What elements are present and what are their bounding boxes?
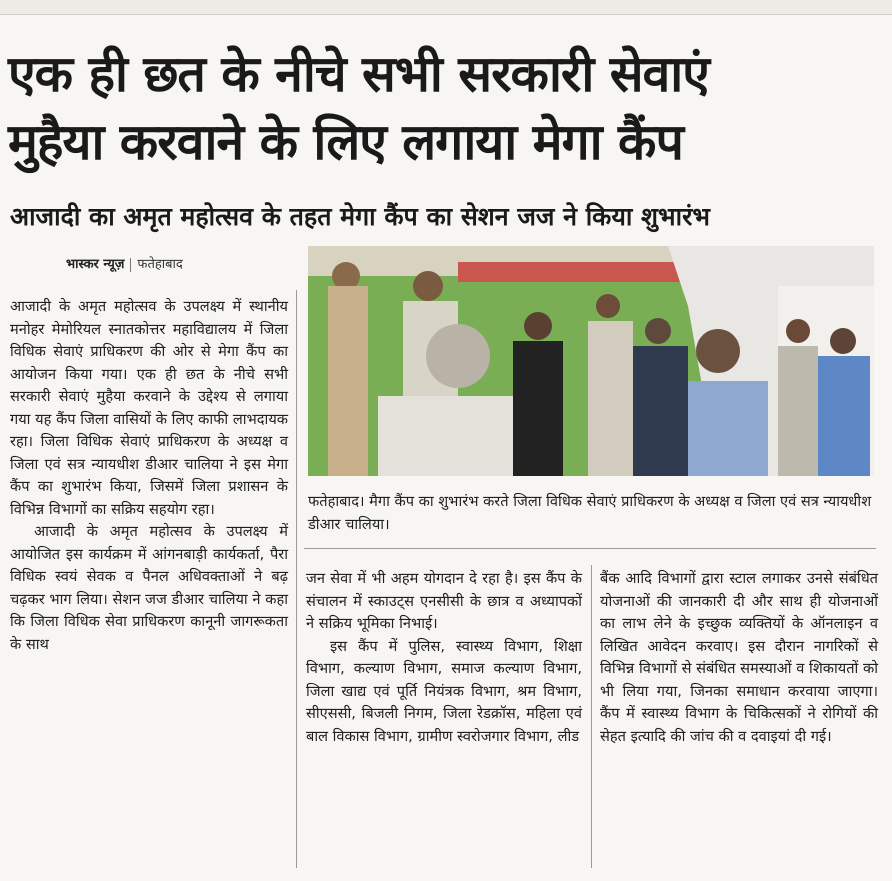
byline: [66, 254, 183, 272]
article-column-2: [306, 568, 582, 748]
photo-caption: फतेहाबाद। मैगा कैंप का शुभारंभ करते जिला विधिक सेवाएं प्राधिकरण के अध्यक्ष व जिला एवं सत्र न्यायधीश डीआर चालिया।: [308, 493, 872, 533]
paragraph: इस कैंप में पुलिस, स्वास्थ्य विभाग, शिक्षा विभाग, कल्याण विभाग, समाज कल्याण विभाग, जिला खाद्य एवं पूर्ति नियंत्रक विभाग, श्रम विभाग, सीएससी, बिजली निगम, जिला रेडक्रॉस, महिला एवं बाल विकास विभाग, ग्रामीण स्वरोजगार विभाग, लीड: [306, 637, 582, 745]
column-divider: [591, 565, 592, 868]
paragraph: जन सेवा में भी अहम योगदान दे रहा है। इस कैंप के संचालन में स्काउट्स एनसीसी के छात्र व अध्यापकों ने सक्रिय भूमिका निभाई।: [306, 570, 582, 632]
article-column-3: [600, 568, 878, 748]
subheadline: आजादी का अमृत महोत्सव के तहत मेगा कैंप का सेशन जज ने किया शुभारंभ: [10, 202, 710, 231]
headline: [8, 40, 884, 176]
page-header-strip: [0, 0, 892, 15]
paragraph: बैंक आदि विभागों द्वारा स्टाल लगाकर उनसे संबंधित योजनाओं की जानकारी दी और साथ ही योजनाओं का लाभ लेने के इच्छुक व्यक्तियों के ऑनलाइन व लिखित आवेदन करवाए। इस दौरान नागरिकों से विभिन्न विभागों से संबंधित समस्याओं व शिकायतों को भी लिया गया, जिनका समाधान करवाया जाएगा। कैंप में स्वास्थ्य विभाग के चिकित्सकों ने रोगियों की सेहत इत्यादि की जांच की व दवाइयां दी गई।: [600, 570, 878, 745]
article-column-1: [10, 296, 288, 656]
paragraph: आजादी के अमृत महोत्सव के उपलक्ष्य में आयोजित इस कार्यक्रम में आंगनबाड़ी कार्यकर्ता, पैरा विधिक स्वयं सेवक व पैनल अधिवक्ताओं ने बढ़ चढ़कर भाग लिया। सेशन जज डीआर चालिया ने कहा कि जिला विधिक सेवा प्राधिकरण कानूनी जागरूकता के साथ: [10, 523, 288, 653]
headline-line-2: मुहैया करवाने के लिए लगाया मेगा कैंप: [8, 113, 683, 171]
news-photo: [308, 246, 874, 476]
paragraph: आजादी के अमृत महोत्सव के उपलक्ष्य में स्थानीय मनोहर मेमोरियल स्नातकोत्तर महाविद्यालय में जिला विधिक सेवाएं प्राधिकरण की ओर से मेगा कैंप का आयोजन किया गया। एक ही छत के नीचे सभी सरकारी सेवाएं मुहैया करवाने के उद्देश्य से लगाया गया यह कैंप जिला वासियों के लिए काफी लाभदायक रहा। जिला विधिक सेवाएं प्राधिकरण के अध्यक्ष व जिला एवं सत्र न्यायधीश डीआर चालिया ने इस मेगा कैंप का शुभारंभ किया, जिसमें जिला प्रशासन के विभिन्न विभागों का सक्रिय सहयोग रहा।: [10, 298, 288, 518]
column-divider: [296, 290, 297, 868]
headline-line-1: एक ही छत के नीचे सभी सरकारी सेवाएं: [8, 45, 709, 103]
byline-location: फतेहाबाद: [137, 257, 183, 272]
byline-divider: [130, 258, 131, 272]
caption-divider: [304, 548, 876, 549]
byline-source: भास्कर न्यूज़: [66, 257, 125, 272]
